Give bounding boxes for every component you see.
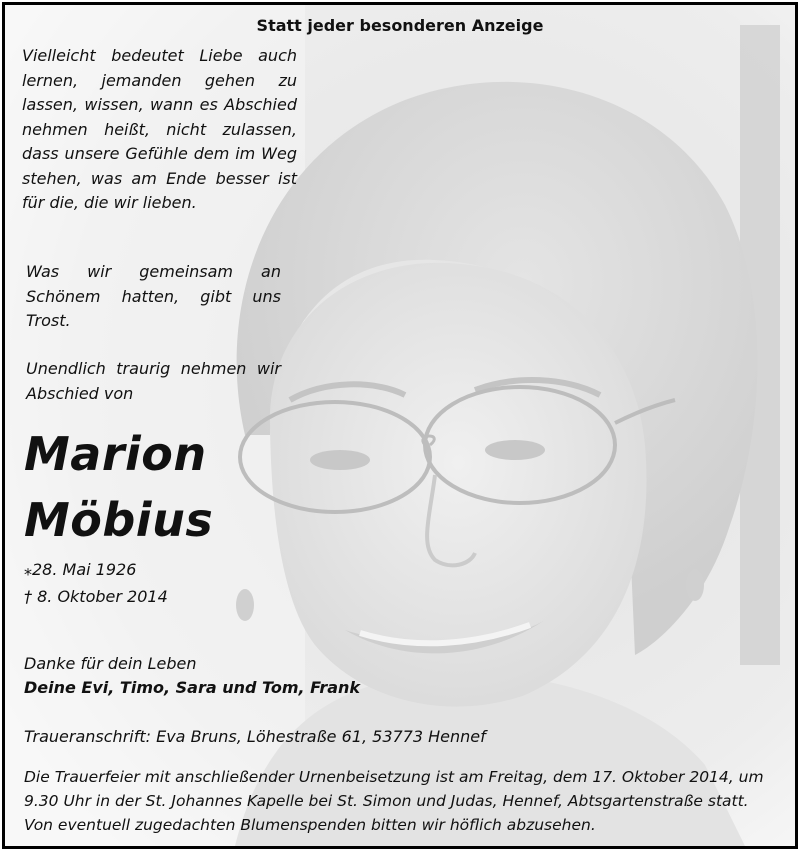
intro-text: Unendlich traurig nehmen wir Abschied von	[26, 359, 281, 403]
family-signature: Deine Evi, Timo, Sara und Tom, Frank	[24, 678, 361, 697]
quote-text: Vielleicht bedeutet Liebe auch lernen, jemanden gehen zu lassen, wissen, wann es Abschied nehmen heißt, nicht zulassen, dass unsere Gefühle dem im Weg stehen, was am Ende besser ist für die, die wir lieben.	[22, 46, 297, 212]
ceremony-line-1: Die Trauerfeier mit anschließender Urnenbeisetzung ist am Freitag, dem 17. Oktober 2014, um	[24, 768, 764, 786]
thanks-text: Danke für dein Leben	[24, 654, 197, 673]
comfort-text: Was wir gemeinsam an Schönem hatten, gibt uns Trost.	[26, 262, 281, 330]
obituary-notice	[2, 2, 798, 849]
notice-header: Statt jeder besonderen Anzeige	[256, 16, 544, 35]
ceremony-line-3: Von eventuell zugedachten Blumenspenden bitten wir höflich abzusehen.	[24, 816, 596, 834]
birth-date: ⁎28. Mai 1926	[24, 560, 137, 579]
deceased-first-name: Marion	[24, 427, 207, 481]
mourning-address: Traueranschrift: Eva Bruns, Löhestraße 61, 53773 Hennef	[24, 727, 486, 746]
deceased-last-name: Möbius	[24, 493, 214, 547]
death-date: † 8. Oktober 2014	[24, 587, 168, 606]
ceremony-line-2: 9.30 Uhr in der St. Johannes Kapelle bei St. Simon und Judas, Hennef, Abtsgartenstraße statt.	[24, 792, 749, 810]
